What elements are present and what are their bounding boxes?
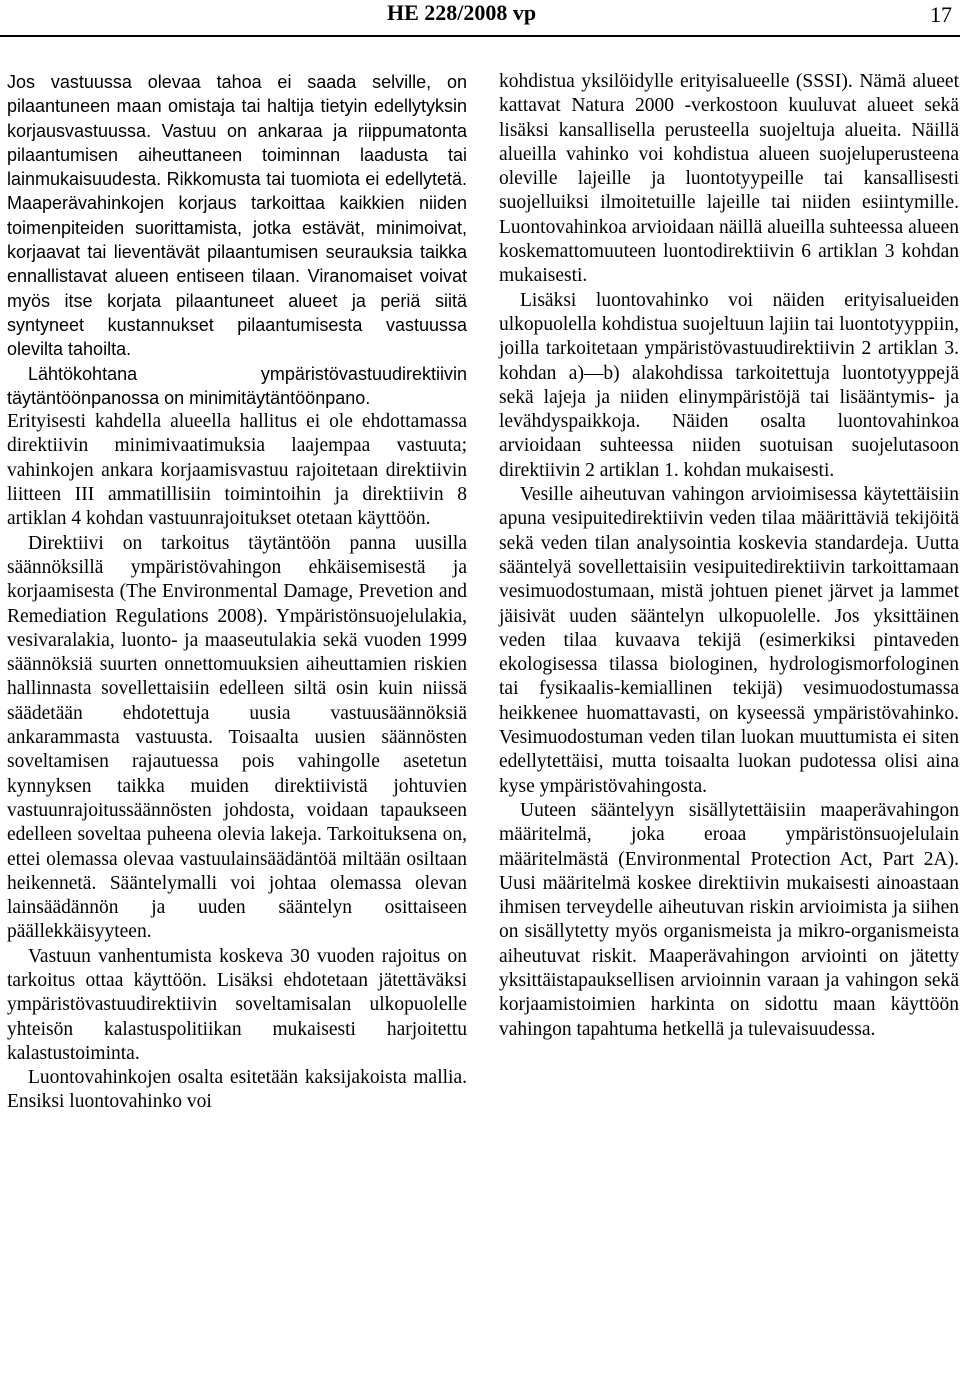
paragraph-text: Jos vastuussa olevaa tahoa ei saada selville, on pilaantuneen maan omistaja tai haltija tietyin edellytyksin korjausvastuussa. Vastuu on ankaraa ja riippumatonta pilaantumisen aiheuttaneen toiminnan laadusta tai lainmukaisuudesta. Rikkomusta tai tuomiota ei edellytetä.: [7, 72, 467, 190]
paragraph: Uuteen sääntelyyn sisällytettäisiin maaperävahingon määritelmä, joka eroaa ympäristönsuojelulain määritelmästä (Environmental Protection Act, Part 2A). Uusi määritelmä koskee direktiivin mukaisesti ainoastaan ihmisen terveydelle aiheutuvan riskin arvioimista ja siihen on sisällytetty myös organismeista ja mikro-organismeista aiheutuvat riskit. Maaperävahingon arviointi on jätetty yksittäistapauksellisen arvioinnin varaan ja vahingon sekä korjaamistoimien harkinta on sidottu maan käyttöön vahingon tapahtuma hetkellä ja tulevaisuudessa.: [499, 799, 959, 1040]
paragraph: Direktiivi on tarkoitus täytäntöön panna uusilla säännöksillä ympäristövahingon ehkäisemisestä ja korjaamisesta (The Environmental Damage, Prevetion and Remediation Regulations 2008). Ympäristönsuojelulakia, vesivaralakia, luonto- ja maaseutulakia sekä vuoden 1999 säännöksiä suurten onnettomuuksien aiheuttamien riskien hallinnasta sovellettaisiin edelleen siltä osin kuin niissä säädetään ehdotettuja uusia vastuusäännöksiä ankarammasta vastuusta. Toisaalta uusien säännösten soveltamisen rajautuessa pois vahingolle asetetun kynnyksen taikka muiden direktiivistä johtuvien vastuunrajoitussäännösten johdosta, voidaan tapaukseen edelleen soveltaa puheena olevia lakeja. Tarkoituksena on, ettei olemassa olevaa vastuulainsäädäntöä miltään osiltaan heikennetä. Sääntelymalli voi johtaa olemassa olevan lainsäädännön ja uuden sääntelyn osittaiseen päällekkäisyyteen.: [7, 532, 467, 943]
document-id: HE 228/2008 vp: [387, 0, 537, 25]
paragraph: [7, 362, 467, 411]
paragraph-text: Lähtökohtana ympäristövastuudirektiivin täytäntöönpanossa on minimitäytäntöönpano.: [7, 363, 467, 408]
left-column: [7, 70, 467, 1115]
paragraph: kohdistua yksilöidylle erityisalueelle (SSSI). Nämä alueet kattavat Natura 2000 -verkostoon kuuluvat alueet sekä lisäksi kansallisella perusteella suojeltuja alueita. Näillä alueilla vahinko voi kohdistua alueen suojeluperusteena oleville lajeille ja luontotyypeille tai kansallisesti suojelluiksi ilmoitetuille lajeille tai niiden esiintymille. Luontovahinkoa arvioidaan näillä alueilla suhteessa alueen koskemattomuuteen luontodirektiivin 6 artiklan 3 kohdan mukaisesti.: [499, 71, 959, 287]
paragraph-text: Maaperävahinkojen korjaus tarkoittaa kaikkien niiden toimenpiteiden suorittamista, jotka estävät, minimoivat, korjaavat tai lieventävät pilaantumisen seurauksia taikka ennallistavat alueen entiseen tilaan. Viranomaiset voivat myös itse korjata pilaantuneet alueet ja periä siitä syntyneet kustannukset pilaantumisesta vastuussa olevilta tahoilta.: [7, 193, 467, 360]
paragraph: Vesille aiheutuvan vahingon arvioimisessa käytettäisiin apuna vesipuitedirektiivin veden tilaa määrittäviä tekijöitä sekä veden tilan analysointia koskevia standardeja. Uutta sääntelyä sovellettaisiin vesipuitedirektiivin tarkoittamaan vesimuodostumaan, mistä johtuen pienet järvet ja lammet jäisivät uuden sääntelyn ulkopuolelle. Jos yksittäinen veden tilaa kuvaava tekijä (esimerkiksi pintaveden ekologisessa tilassa biologinen, hydrologismorfologinen tai fysikaalis-kemiallinen tekijä) vesimuodostumassa heikkenee huomattavasti, on kyseessä ympäristövahinko. Vesimuodostuman veden tilan luokan muuttumista ei siten edellytettäisi, mutta toisaalta luokan pudotessa olisi aina kyse ympäristövahingosta.: [499, 484, 959, 797]
right-column: [499, 70, 959, 1042]
paragraph: Luontovahinkojen osalta esitetään kaksijakoista mallia. Ensiksi luontovahinko voi: [7, 1067, 467, 1113]
paragraph: [7, 70, 467, 362]
page-header: [0, 0, 960, 40]
page-number: 17: [930, 2, 952, 27]
paragraph: Vastuun vanhentumista koskeva 30 vuoden rajoitus on tarkoitus ottaa käyttöön. Lisäksi ehdotetaan jätettäväksi ympäristövastuudirektiivin soveltamisalan ulkopuolelle yhteisön kalastuspolitiikan mukaisesti harjoitettu kalastustoiminta.: [7, 945, 467, 1064]
paragraph: Erityisesti kahdella alueella hallitus ei ole ehdottamassa direktiivin minimivaatimuksia laajempaa vastuuta; vahinkojen ankara korjaamisvastuu rajoitetaan direktiivin liitteen III ammatillisiin toimintoihin ja direktiivin 8 artiklan 4 kohdan vastuunrajoitukset otetaan käyttöön.: [7, 411, 467, 530]
paragraph: Lisäksi luontovahinko voi näiden erityisalueiden ulkopuolella kohdistua suojeltuun lajiin tai luontotyyppiin, joilla tarkoitetaan ympäristövastuudirektiivin 2 artiklan 3. kohdan a)—b) alakohdissa tarkoitettuja luontotyyppejä sekä lajeja ja niiden elinympäristöjä tai lisääntymis- ja levähdyspaikkoja. Näiden osalta luontovahinkoa arvioidaan suhteessa niiden suotuisan suojelutasoon direktiivin 2 artiklan 1. kohdan mukaisesti.: [499, 289, 959, 481]
header-rule: [0, 35, 960, 37]
